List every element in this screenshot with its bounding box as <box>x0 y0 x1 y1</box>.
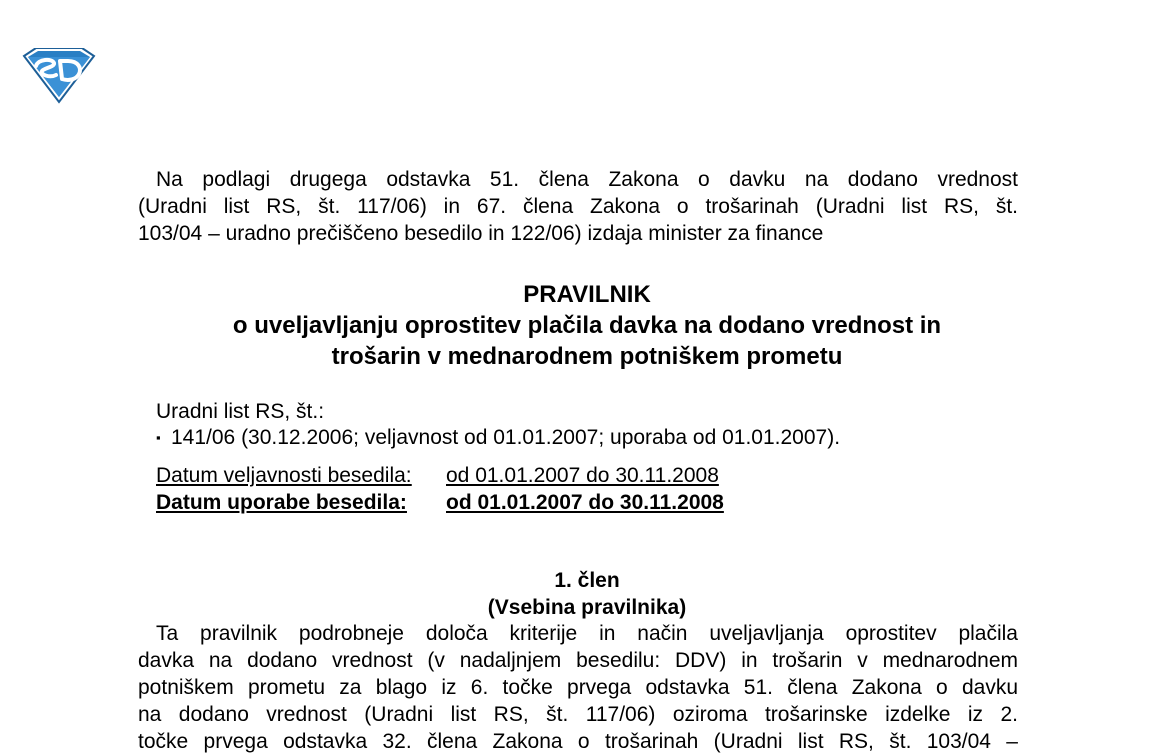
intro-line: Na podlagi drugega odstavka 51. člena Zakona o davku na dodano vrednost <box>156 168 1018 191</box>
regulation-title <box>138 279 1036 372</box>
body-line: Ta pravilnik podrobneje določa kriterije in način uveljavljanja oprostitev plačila <box>156 622 1018 645</box>
application-date-value: od 01.01.2007 do 30.11.2008 <box>446 491 724 514</box>
application-date-row <box>156 489 724 516</box>
validity-date-row <box>156 462 724 489</box>
title-line: PRAVILNIK <box>523 281 651 308</box>
article-number: 1. člen <box>554 569 620 592</box>
article-subheading: (Vsebina pravilnika) <box>487 596 687 619</box>
body-line: na dodano vrednost (Uradni list RS, št. 117/06) oziroma trošarinske izdelke iz 2. <box>138 703 1018 726</box>
title-line: o uveljavljanju oprostitev plačila davka na dodano vrednost in <box>232 312 942 339</box>
bullet-icon: ▪ <box>156 430 161 445</box>
sd-diamond-logo-icon <box>22 48 96 104</box>
intro-line: (Uradni list RS, št. 117/06) in 67. člena Zakona o trošarinah (Uradni list RS, št. <box>138 195 1018 218</box>
gazette-item-text: 141/06 (30.12.2006; veljavnost od 01.01.2007; uporaba od 01.01.2007). <box>171 426 841 449</box>
body-line: davka na dodano vrednost (v nadaljnjem besedilu: DDV) in trošarin v mednarodnem <box>138 649 1018 672</box>
body-line: potniškem prometu za blago iz 6. točke prvega odstavka 51. člena Zakona o davku <box>138 676 1018 699</box>
intro-paragraph <box>138 166 1018 247</box>
article-heading <box>138 567 1036 621</box>
text-dates <box>156 462 724 516</box>
body-line: točke prvega odstavka 32. člena Zakona o trošarinah (Uradni list RS, št. 103/04 – <box>138 730 1018 753</box>
intro-line: 103/04 – uradno prečiščeno besedilo in 122/06) izdaja minister za finance <box>138 222 824 245</box>
gazette-label: Uradni list RS, št.: <box>156 400 325 423</box>
title-line: trošarin v mednarodnem potniškem prometu <box>331 343 843 370</box>
validity-date-label: Datum veljavnosti besedila: <box>156 464 412 487</box>
article-body <box>138 620 1018 755</box>
gazette-item <box>156 424 840 451</box>
validity-date-value: od 01.01.2007 do 30.11.2008 <box>446 464 719 487</box>
application-date-label: Datum uporabe besedila: <box>156 491 407 514</box>
